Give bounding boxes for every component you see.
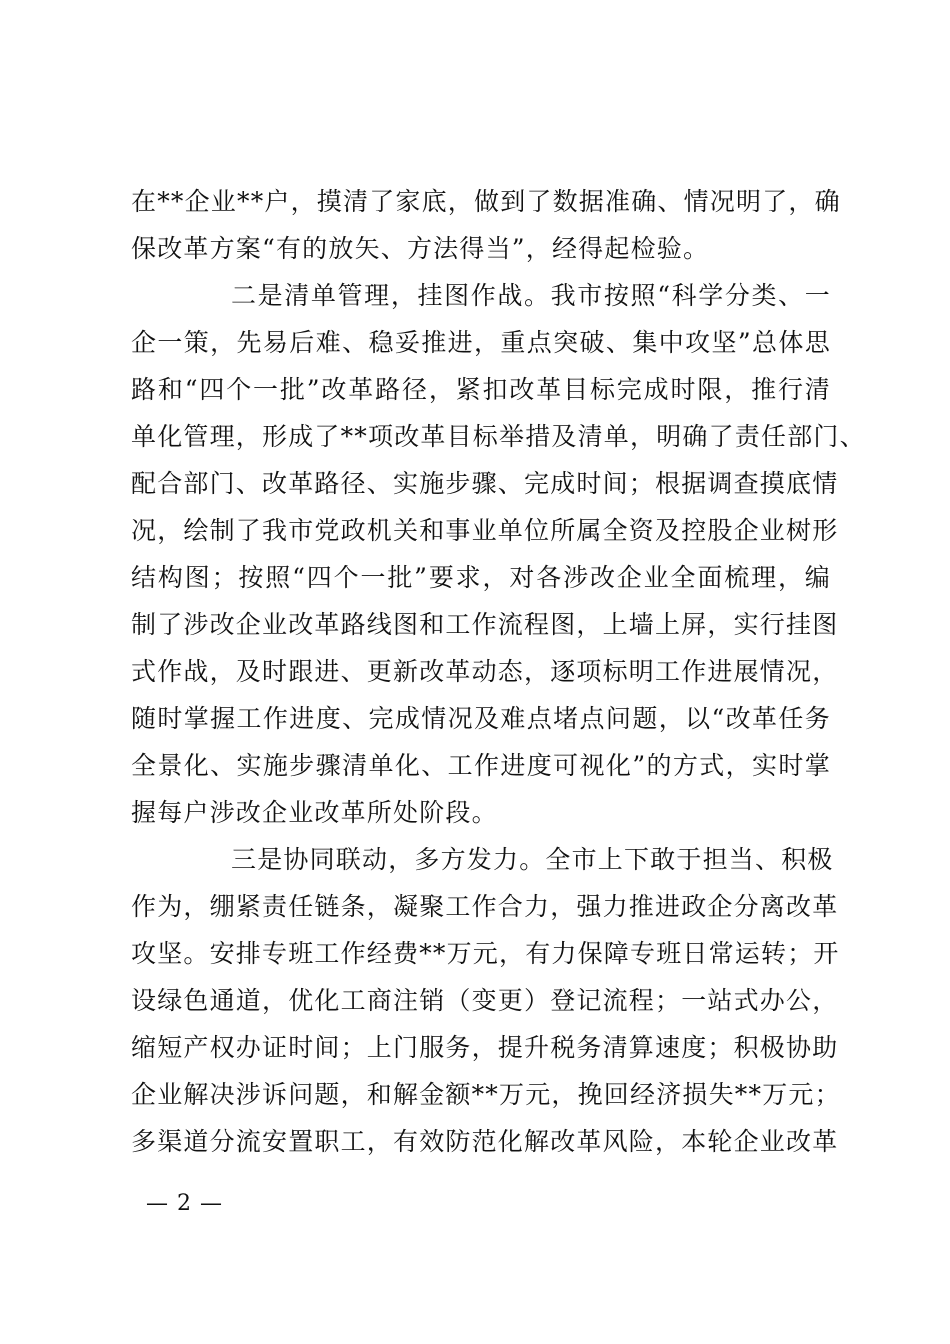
body-line-13: 全景化、实施步骤清单化、工作进度可视化”的方式，实时掌 xyxy=(131,751,831,780)
body-line-1: 在**企业**户，摸清了家底，做到了数据准确、情况明了，确 xyxy=(131,187,841,216)
body-line-19: 缩短产权办证时间；上门服务，提升税务清算速度；积极协助 xyxy=(131,1033,839,1062)
paragraph-heading-line-3: 二是清单管理，挂图作战。我市按照“科学分类、一 xyxy=(231,281,831,310)
body-line-7: 配合部门、改革路径、实施步骤、完成时间；根据调查摸底情 xyxy=(131,469,839,498)
body-line-18: 设绿色通道，优化工商注销（变更）登记流程；一站式办公， xyxy=(131,986,839,1015)
body-line-21: 多渠道分流安置职工，有效防范化解改革风险，本轮企业改革 xyxy=(131,1127,839,1156)
body-line-17: 攻坚。安排专班工作经费**万元，有力保障专班日常运转；开 xyxy=(131,939,840,968)
page-number: — 2 — xyxy=(146,1191,223,1216)
body-line-12: 随时掌握工作进度、完成情况及难点堵点问题，以“改革任务 xyxy=(131,704,831,733)
body-line-10: 制了涉改企业改革路线图和工作流程图，上墙上屏，实行挂图 xyxy=(131,610,839,639)
body-line-4: 企一策，先易后难、稳妥推进，重点突破、集中攻坚”总体思 xyxy=(131,328,831,357)
paragraph-heading-line-15: 三是协同联动，多方发力。全市上下敢于担当、积极 xyxy=(231,845,834,874)
body-line-9: 结构图；按照“四个一批”要求，对各涉改企业全面梳理，编 xyxy=(131,563,831,592)
body-line-20: 企业解决涉诉问题，和解金额**万元，挽回经济损失**万元； xyxy=(131,1080,841,1109)
body-line-8: 况，绘制了我市党政机关和事业单位所属全资及控股企业树形 xyxy=(131,516,839,545)
body-line-6: 单化管理，形成了**项改革目标举措及清单，明确了责任部门、 xyxy=(131,422,866,451)
body-line-5: 路和“四个一批”改革路径，紧扣改革目标完成时限，推行清 xyxy=(131,375,831,404)
body-line-14: 握每户涉改企业改革所处阶段。 xyxy=(131,798,498,827)
body-line-16: 作为，绷紧责任链条，凝聚工作合力，强力推进政企分离改革 xyxy=(131,892,839,921)
body-line-11: 式作战，及时跟进、更新改革动态，逐项标明工作进展情况， xyxy=(131,657,839,686)
body-line-2: 保改革方案“有的放矢、方法得当”，经得起检验。 xyxy=(131,234,710,263)
